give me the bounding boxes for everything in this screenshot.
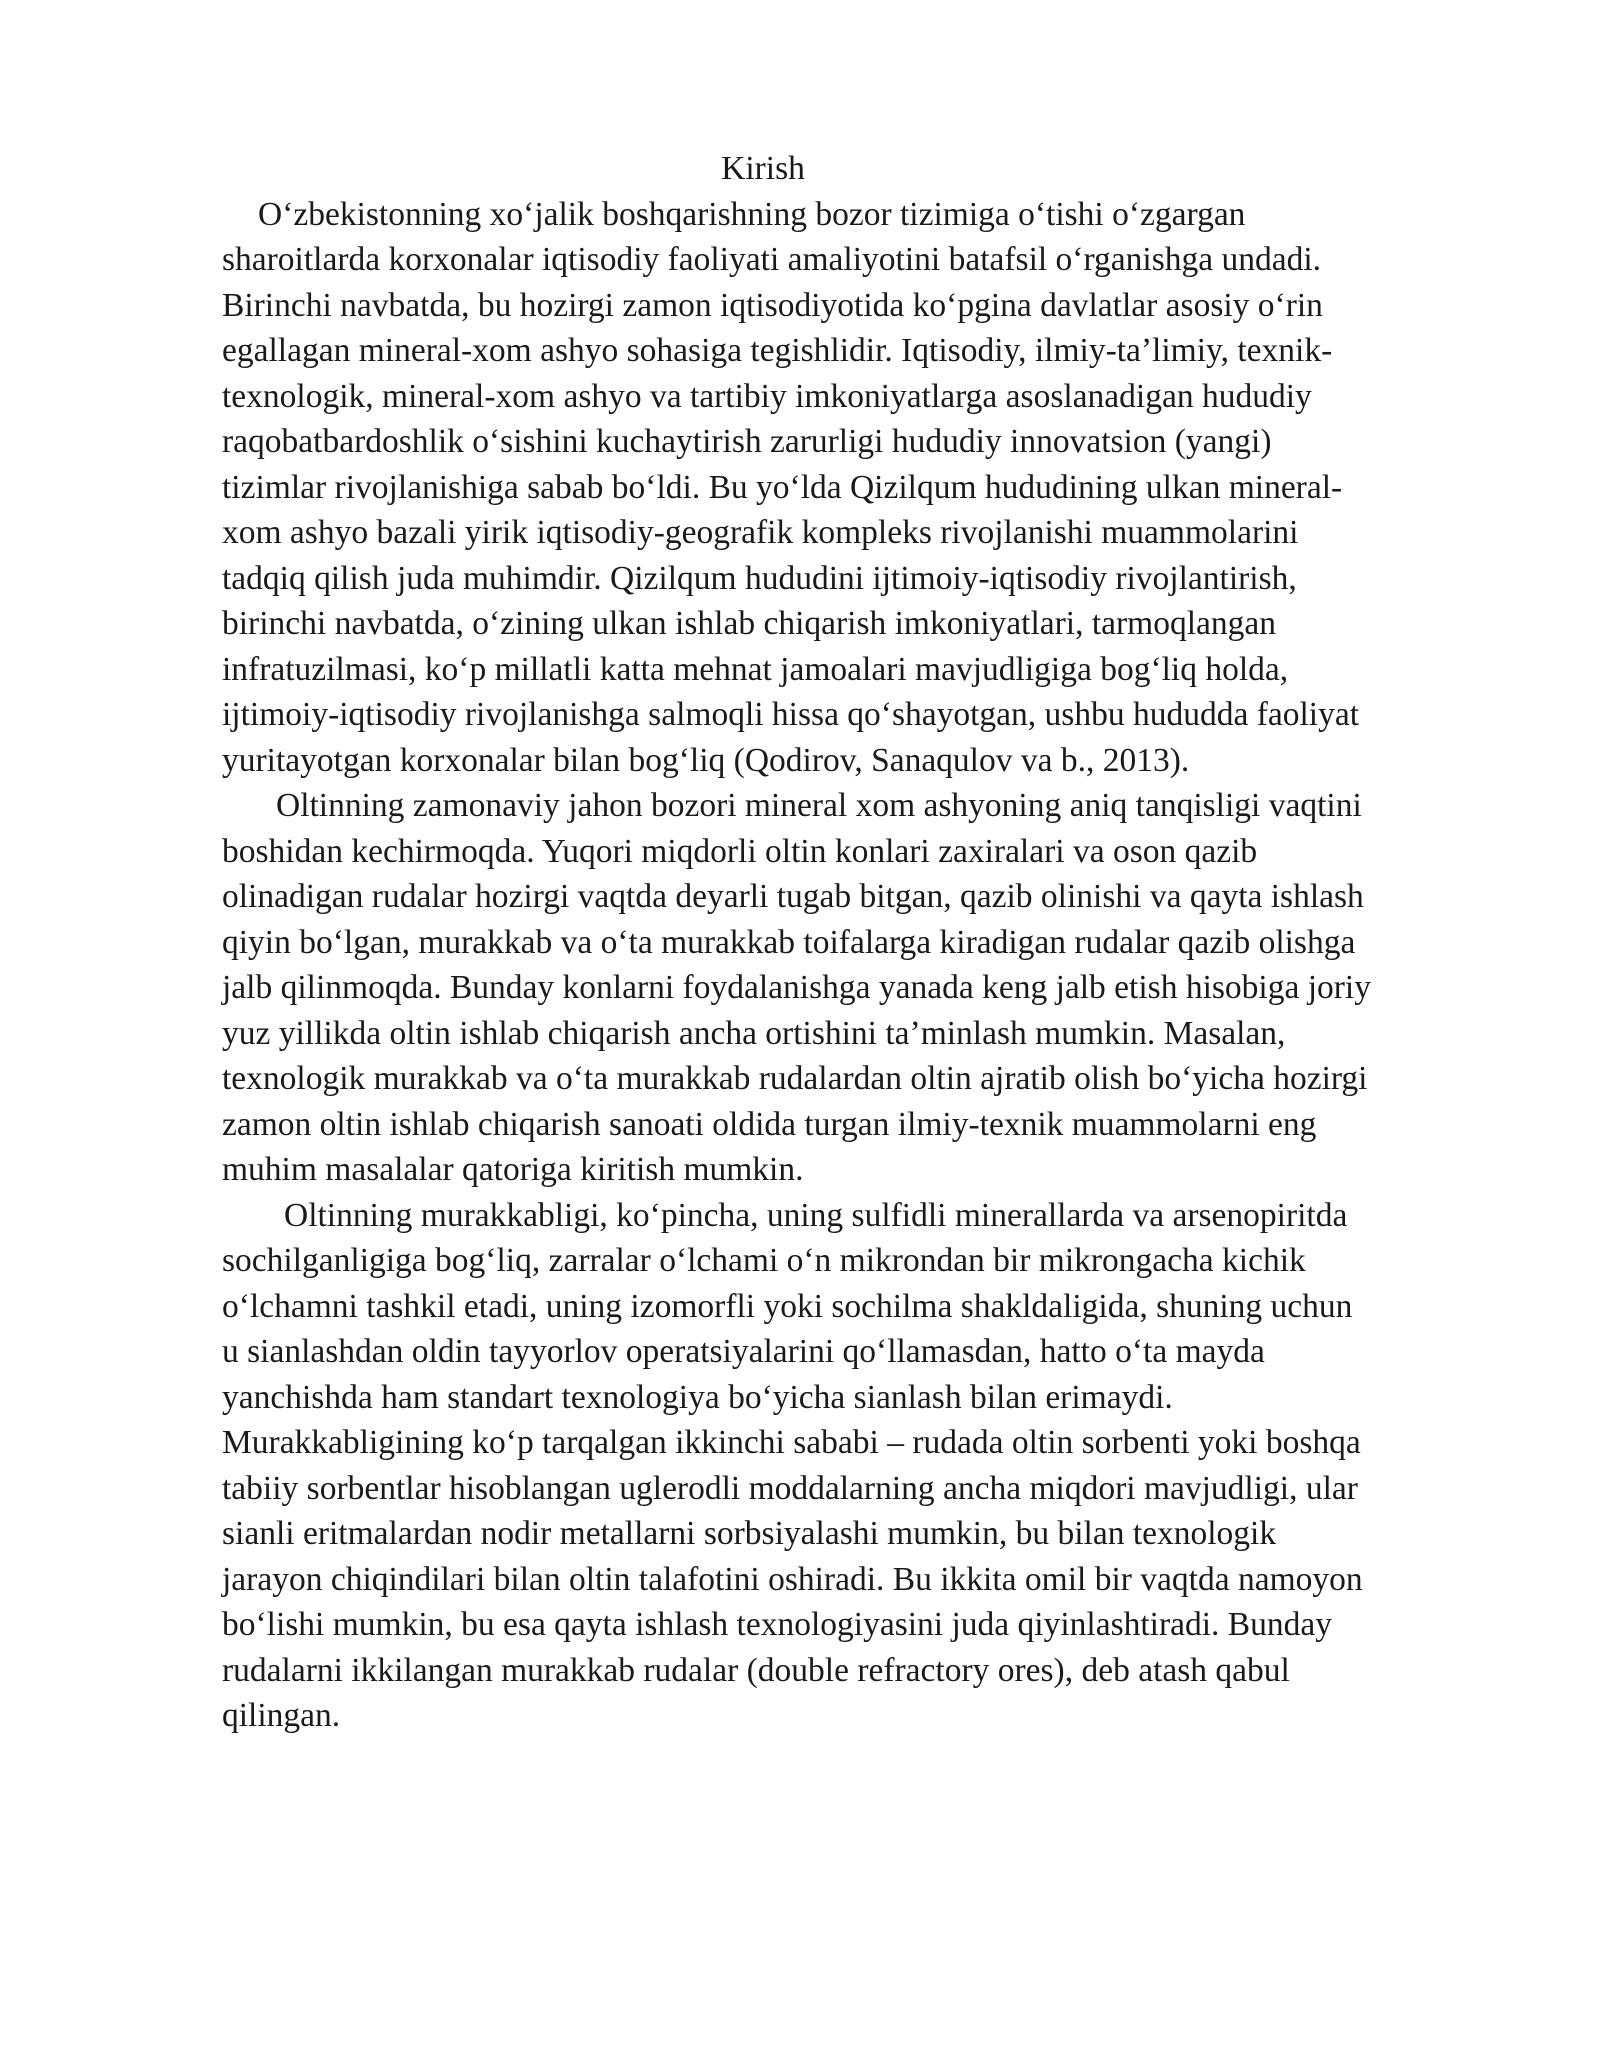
paragraph-2-text: Oltinning zamonaviy jahon bozori mineral xom ashyoning aniq tanqisligi vaqtini boshidan kechirmoqda. Yuqori miqdorli oltin konlari zaxiralari va oson qazib olinadigan rudalar hozirgi vaqtda deyarli tugab bitgan, qazib olinishi va qayta ishlash qiyin boʻlgan, murakkab va oʻta murakkab toifalarga kiradigan rudalar qazib olishga jalb qilinmoqda. Bunday konlarni foydalanishga yanada keng jalb etish hisobiga joriy yuz yillikda oltin ishlab chiqarish ancha ortishini taʼminlash mumkin. Masalan, texnologik murakkab va oʻta murakkab rudalardan oltin ajratib olish boʻyicha hozirgi zamon oltin ishlab chiqarish sanoati oldida turgan ilmiy-texnik muammolarni eng muhim masalalar qatoriga kiritish mumkin. — [222, 787, 1371, 1188]
paragraph-3 — [222, 1193, 1382, 1739]
document-page — [222, 146, 1382, 1739]
document-title: Kirish — [721, 150, 805, 187]
paragraph-3-text: Oltinning murakkabligi, koʻpincha, uning sulfidli minerallarda va arsenopiritda sochilganligiga bogʻliq, zarralar oʻlchami oʻn mikrondan bir mikrongacha kichik oʻlchamni tashkil etadi, uning izomorfli yoki sochilma shakldaligida, shuning uchun u sianlashdan oldin tayyorlov operatsiyalarini qoʻllamasdan, hatto oʻta mayda yanchishda ham standart texnologiya boʻyicha sianlash bilan erimaydi. Murakkabligining koʻp tarqalgan ikkinchi sababi – rudada oltin sorbenti yoki boshqa tabiiy sorbentlar hisoblangan uglerodli moddalarning ancha miqdori mavjudligi, ular sianli eritmalardan nodir metallarni sorbsiyalashi mumkin, bu bilan texnologik jarayon chiqindilari bilan oltin talafotini oshiradi. Bu ikkita omil bir vaqtda namoyon boʻlishi mumkin, bu esa qayta ishlash texnologiyasini juda qiyinlashtiradi. Bunday rudalarni ikkilangan murakkab rudalar (double refractory ores), deb atash qabul qilingan. — [222, 1196, 1363, 1734]
paragraph-1 — [222, 192, 1382, 784]
paragraph-1-text: Oʻzbekistonning xoʻjalik boshqarishning bozor tizimiga oʻtishi oʻzgargan sharoitlarda korxonalar iqtisodiy faoliyati amaliyotini batafsil oʻrganishga undadi. Birinchi navbatda, bu hozirgi zamon iqtisodiyotida koʻpgina davlatlar asosiy oʻrin egallagan mineral-xom ashyo sohasiga tegishlidir. Iqtisodiy, ilmiy-taʼlimiy, texnik-texnologik, mineral-xom ashyo va tartibiy imkoniyatlarga asoslanadigan hududiy raqobatbardoshlik oʻsishini kuchaytirish zarurligi hududiy innovatsion (yangi) tizimlar rivojlanishiga sabab boʻldi. Bu yoʻlda Qizilqum hududining ulkan mineral-xom ashyo bazali yirik iqtisodiy-geografik kompleks rivojlanishi muammolarini tadqiq qilish juda muhimdir. Qizilqum hududini ijtimoiy-iqtisodiy rivojlantirish, birinchi navbatda, oʻzining ulkan ishlab chiqarish imkoniyatlari, tarmoqlangan infratuzilmasi, koʻp millatli katta mehnat jamoalari mavjudligiga bogʻliq holda, ijtimoiy-iqtisodiy rivojlanishga salmoqli hissa qoʻshayotgan, ushbu hududda faoliyat yuritayotgan korxonalar bilan bogʻliq (Qodirov, Sanaqulov va b., 2013). — [222, 195, 1360, 779]
paragraph-2 — [222, 783, 1382, 1193]
